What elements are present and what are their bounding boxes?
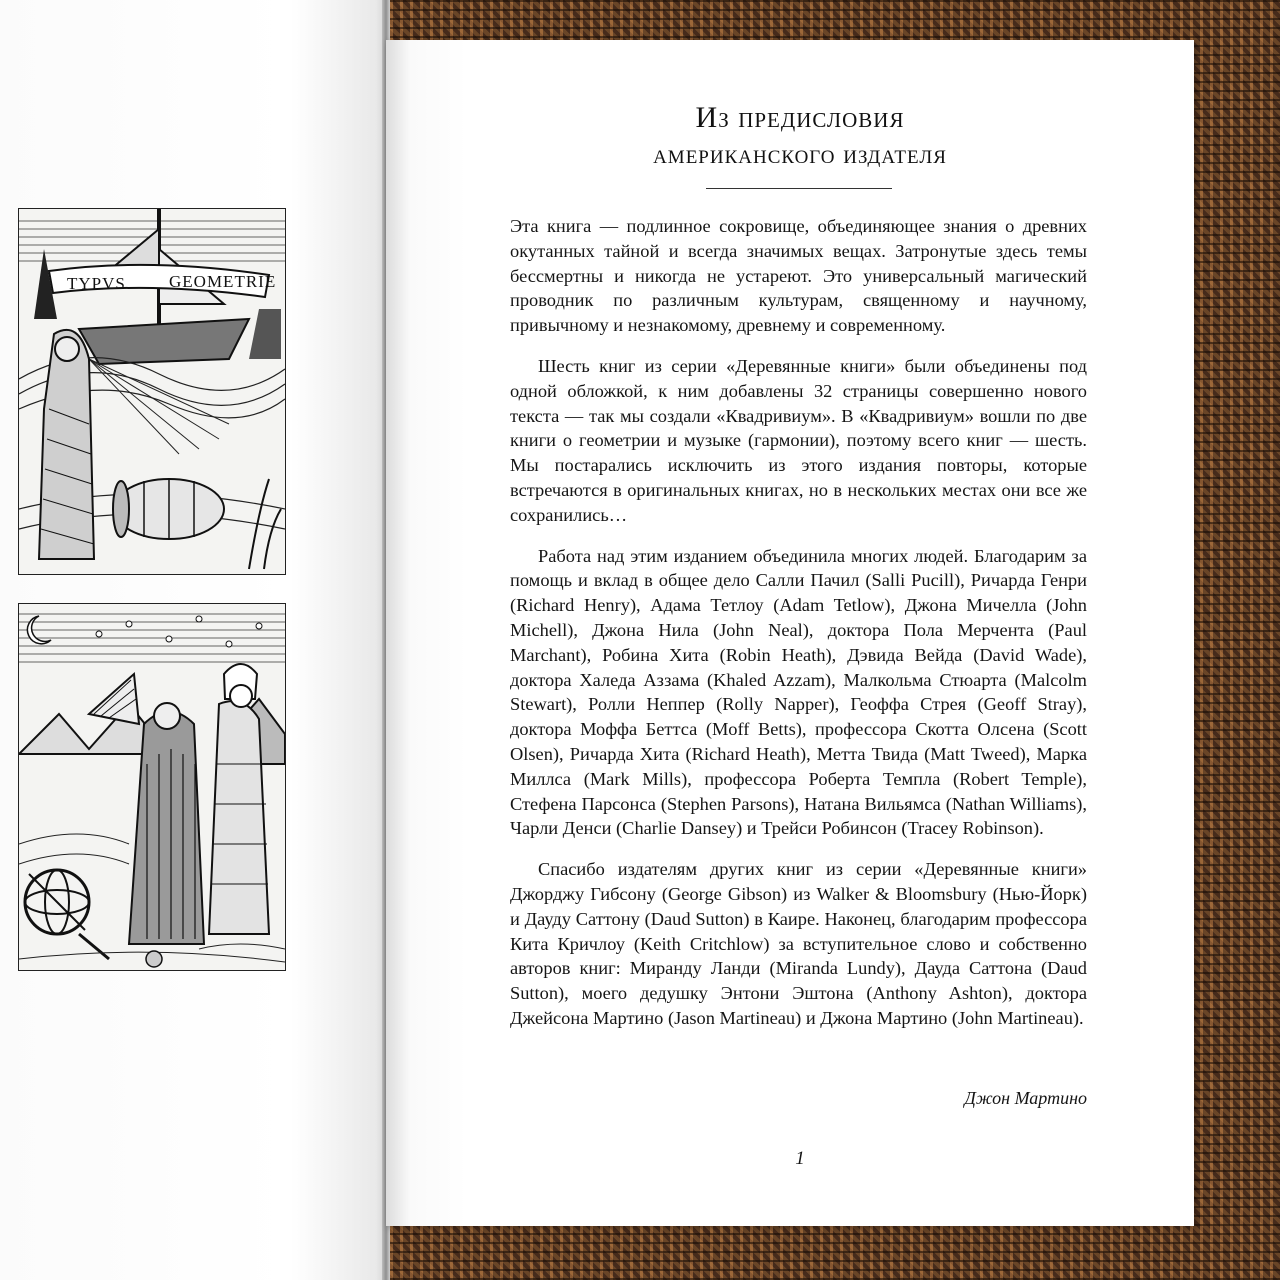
paragraph-1: Эта книга — подлинное сокровище, объединяющее знания о древних окутанных тайной и всегда значимых вещах. Затронутые здесь темы бессмертны и никогда не устареют. Это универсальный магический проводник по различным культурам, священному и научному, привычному и незнакомому, древнему и современному. [510,216,1087,336]
page-number: 1 [795,1148,805,1169]
geometry-engraving [18,208,286,575]
engraving-label-left: TYPVS [67,274,126,293]
engraving-label-right: GEOMETRIE [169,272,277,291]
astronomy-engraving-art [19,604,285,970]
left-page [0,0,388,1280]
paragraph-3: Работа над этим изданием объединила многих людей. Благодарим за помощь и вклад в общее дело Салли Пачил (Salli Pucill), Ричарда Генри (Richard Henry), Адама Тетлоу (Adam Tetlow), Джона Мичелла (John Michell), Джона Нила (John Neal), доктора Пола Мерчента (Paul Marchant), Робина Хита (Robin Heath), Дэвида Вейда (David Wade), доктора Халеда Аззама (Khaled Azzam), Малкольма Стюарта (Malcolm Stewart), Ролли Неппер (Rolly Napper), Геоффа Стрея (Geoff Stray), доктора Моффа Беттса (Moff Betts), профессора Скотта Олсена (Scott Olsen), Ричарда Хита (Richard Heath), Метта Твида (Matt Tweed), Марка Миллса (Mark Mills), профессора Роберта Темпла (Robert Temple), Стефена Парсонса (Stephen Parsons), Натана Вильямса (Nathan Williams), Чарли Денси (Charlie Dansey) и Трейси Робинсон (Tracey Robinson). [510,545,1087,839]
paragraph-2: Шесть книг из серии «Деревянные книги» были объединены под одной обложкой, к ним добавлены 32 страницы совершенно нового текста — так мы создали «Квадривиум». В «Квадривиум» вошли по две книги о геометрии и музыке (гармонии), поэтому всего книг — шесть. Мы постарались исключить из этого издания повторы, которые встречаются в оригинальных книгах, но в нескольких местах они все же сохранились… [510,355,1087,525]
chapter-title-line2: американского издателя [653,139,947,169]
chapter-title-line1: Из предисловия [695,101,905,134]
author-signature: Джон Мартино [964,1088,1087,1108]
geometry-engraving-art [19,209,285,574]
title-divider [706,188,892,189]
body-text [510,214,1087,1047]
paragraph-4: Спасибо издателям других книг из серии «Деревянные книги» Джорджу Гибсону (George Gibson) из Walker & Bloomsbury (Нью-Йорк) и Дауду Саттону (Daud Sutton) в Каире. Наконец, благодарим профессора Кита Кричлоу (Keith Critchlow) за вступительное слово и собственно авторов книг: Миранду Ланди (Miranda Lundy), Дауда Саттона (Daud Sutton), моего дедушку Энтони Эштона (Anthony Ashton), доктора Джейсона Мартино (Jason Martineau) и Джона Мартино (John Martineau). [510,859,1087,1028]
astronomy-engraving [18,603,286,971]
chapter-title [500,100,1100,172]
